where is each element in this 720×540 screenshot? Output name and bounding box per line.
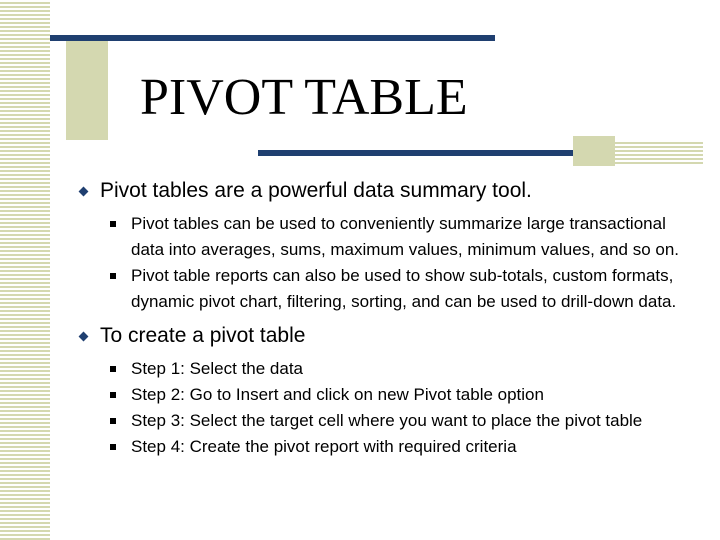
square-bullet-icon [110, 221, 116, 227]
sub-bullet-list [108, 211, 698, 315]
step-item [108, 382, 698, 408]
sub-bullet-item [108, 211, 698, 263]
step-item [108, 356, 698, 382]
sub-bullet-text: Pivot table reports can also be used to show sub-totals, custom formats, dynamic pivot chart, filtering, sorting, and can be used to drill-down data. [131, 266, 677, 311]
title-accent-block [66, 40, 108, 140]
bullet-text: Pivot tables are a powerful data summary tool. [100, 179, 532, 202]
square-bullet-icon [110, 418, 116, 424]
step-item [108, 434, 698, 460]
step-text: Step 1: Select the data [131, 359, 304, 378]
right-stripe-decoration [615, 140, 703, 166]
diamond-bullet-icon [79, 332, 89, 342]
diamond-bullet-icon [79, 187, 89, 197]
sub-bullet-text: Pivot tables can be used to conveniently summarize large transactional data into averages, sums, maximum values, minimum values, and so on. [131, 214, 680, 259]
steps-list [108, 356, 698, 460]
slide-content [78, 172, 698, 460]
corner-accent-block [573, 136, 615, 166]
square-bullet-icon [110, 273, 116, 279]
step-text: Step 2: Go to Insert and click on new Pivot table option [131, 385, 544, 404]
square-bullet-icon [110, 392, 116, 398]
step-text: Step 3: Select the target cell where you want to place the pivot table [131, 411, 643, 430]
step-item [108, 408, 698, 434]
step-text: Step 4: Create the pivot report with required criteria [131, 437, 517, 456]
square-bullet-icon [110, 366, 116, 372]
bullet-pivot-tables [78, 178, 698, 204]
left-stripe-decoration [0, 0, 50, 540]
bullet-create-pivot [78, 323, 698, 349]
square-bullet-icon [110, 444, 116, 450]
bullet-text: To create a pivot table [100, 324, 306, 347]
slide-title: PIVOT TABLE [140, 69, 468, 126]
sub-bullet-item [108, 263, 698, 315]
top-accent-bar [50, 35, 495, 41]
